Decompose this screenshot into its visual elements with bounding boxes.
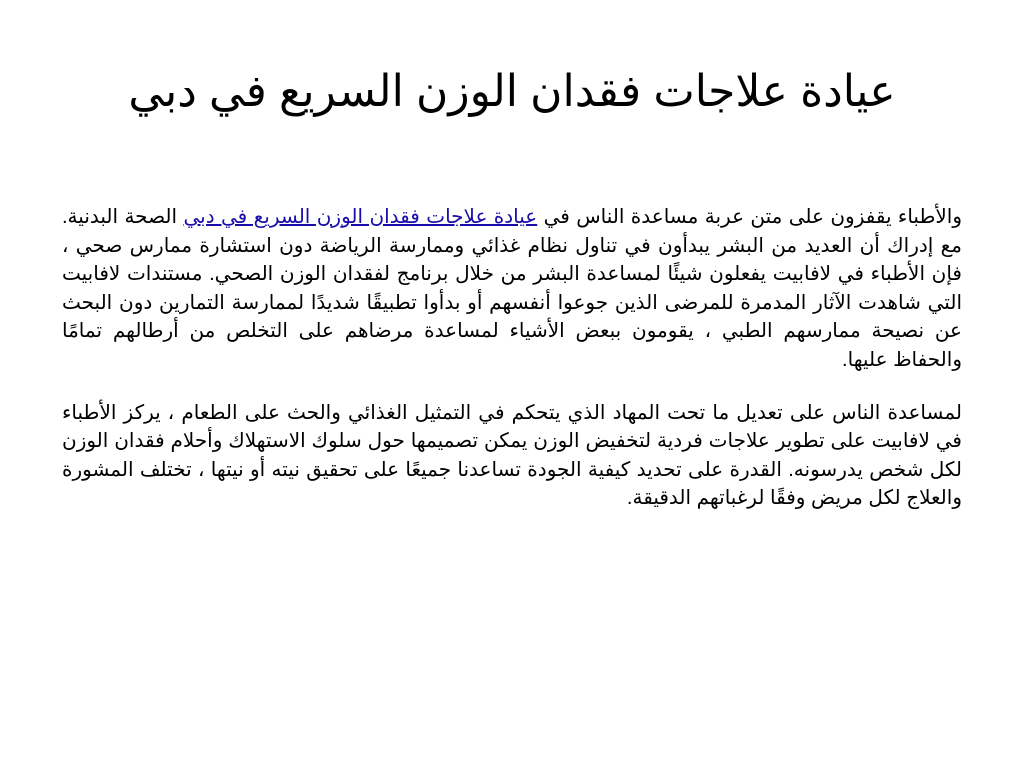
slide-body [62, 203, 962, 537]
paragraph-1-rest: الصحة البدنية. مع إدراك أن العديد من البشر يبدأون في تناول نظام غذائي وممارسة الرياضة دون استشارة ممارس صحي ، فإن الأطباء في لافابيت يفعلون شيئًا لمساعدة البشر من خلال برنامج لفقدان الوزن الصحي. مستندات لافابيت التي شاهدت الآثار المدمرة للمرضى الذين جوعوا أنفسهم أو بدأوا تطبيقًا شديدًا لممارسة التمارين دون البحث عن نصيحة ممارسهم الطبي ، يقومون ببعض الأشياء لمساعدة مرضاهم على التخلص من أرطالهم تمامًا والحفاظ عليها. [62, 206, 962, 371]
paragraph-1-intro: والأطباء يقفزون على متن عربة مساعدة الناس في [537, 206, 962, 228]
slide-title: عيادة علاجات فقدان الوزن السريع في دبي [128, 67, 896, 116]
paragraph-1 [62, 203, 962, 375]
clinic-link[interactable]: عيادة علاجات فقدان الوزن السريع في دبي [183, 206, 538, 228]
paragraph-2: لمساعدة الناس على تعديل ما تحت المهاد الذي يتحكم في التمثيل الغذائي والحث على الطعام ، يركز الأطباء في لافابيت على تطوير علاجات فردية لتخفيض الوزن يمكن تصميمها حول سلوك الاستهلاك وأحلام فقدان الوزن لكل شخص يدرسونه. القدرة على تحديد كيفية الجودة تساعدنا جميعًا على تحقيق نيته أو نيتها ، تختلف المشورة والعلاج لكل مريض وفقًا لرغباتهم الدقيقة. [62, 401, 962, 510]
